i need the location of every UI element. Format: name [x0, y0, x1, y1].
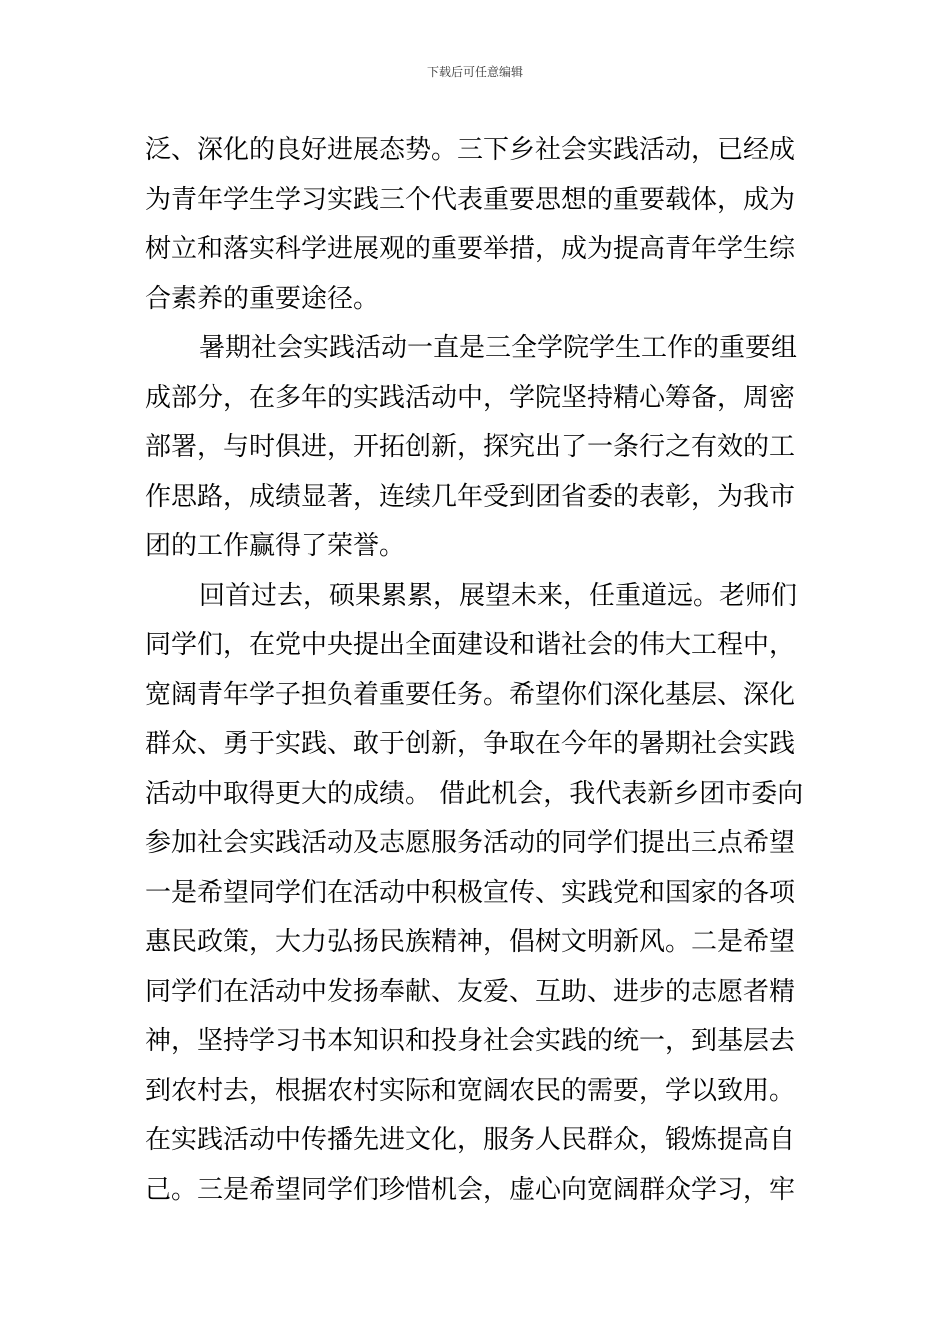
text-line: 参加社会实践活动及志愿服务活动的同学们提出三点希望	[145, 828, 796, 858]
text-line: 到农村去，根据农村实际和宽阔农民的需要，学以致用。	[145, 1075, 796, 1106]
text-line: 成部分，在多年的实践活动中，学院坚持精心筹备，周密	[145, 382, 796, 413]
text-line: 同学们在活动中发扬奉献、友爱、互助、进步的志愿者精	[145, 976, 796, 1007]
text-line: 回首过去，硕果累累，展望未来，任重道远。老师们	[199, 580, 798, 611]
text-line: 惠民政策，大力弘扬民族精神，倡树文明新风。二是希望	[145, 927, 796, 957]
text-line: 团的工作赢得了荣誉。	[145, 531, 406, 561]
text-line: 活动中取得更大的成绩。 借此机会，我代表新乡团市委向	[145, 778, 804, 809]
paragraph	[145, 126, 810, 324]
text-line: 宽阔青年学子担负着重要任务。希望你们深化基层、深化	[145, 679, 796, 710]
text-line: 部署，与时俱进，开拓创新，探究出了一条行之有效的工	[145, 432, 796, 462]
page-header: 下载后可任意编辑	[426, 65, 523, 79]
text-line: 树立和落实科学进展观的重要举措，成为提高青年学生综	[145, 234, 796, 264]
paragraph	[145, 572, 810, 1216]
text-line: 作思路，成绩显著，连续几年受到团省委的表彰，为我市	[145, 481, 796, 512]
text-line: 一是希望同学们在活动中积极宣传、实践党和国家的各项	[145, 877, 796, 908]
text-line: 神，坚持学习书本知识和投身社会实践的统一，到基层去	[145, 1026, 796, 1056]
text-line: 己。三是希望同学们珍惜机会，虚心向宽阔群众学习，牢	[145, 1174, 796, 1205]
text-line: 同学们，在党中央提出全面建设和谐社会的伟大工程中，	[145, 630, 796, 660]
text-line: 合素养的重要途径。	[145, 283, 380, 314]
text-line: 泛、深化的良好进展态势。三下乡社会实践活动，已经成	[145, 135, 796, 165]
text-line: 在实践活动中传播先进文化，服务人民群众，锻炼提高自	[145, 1125, 796, 1155]
text-line: 群众、勇于实践、敢于创新，争取在今年的暑期社会实践	[145, 729, 796, 759]
document-body	[145, 126, 810, 1215]
paragraph	[145, 324, 810, 572]
text-line: 为青年学生学习实践三个代表重要思想的重要载体，成为	[145, 184, 796, 215]
text-line: 暑期社会实践活动一直是三全学院学生工作的重要组	[199, 333, 798, 363]
